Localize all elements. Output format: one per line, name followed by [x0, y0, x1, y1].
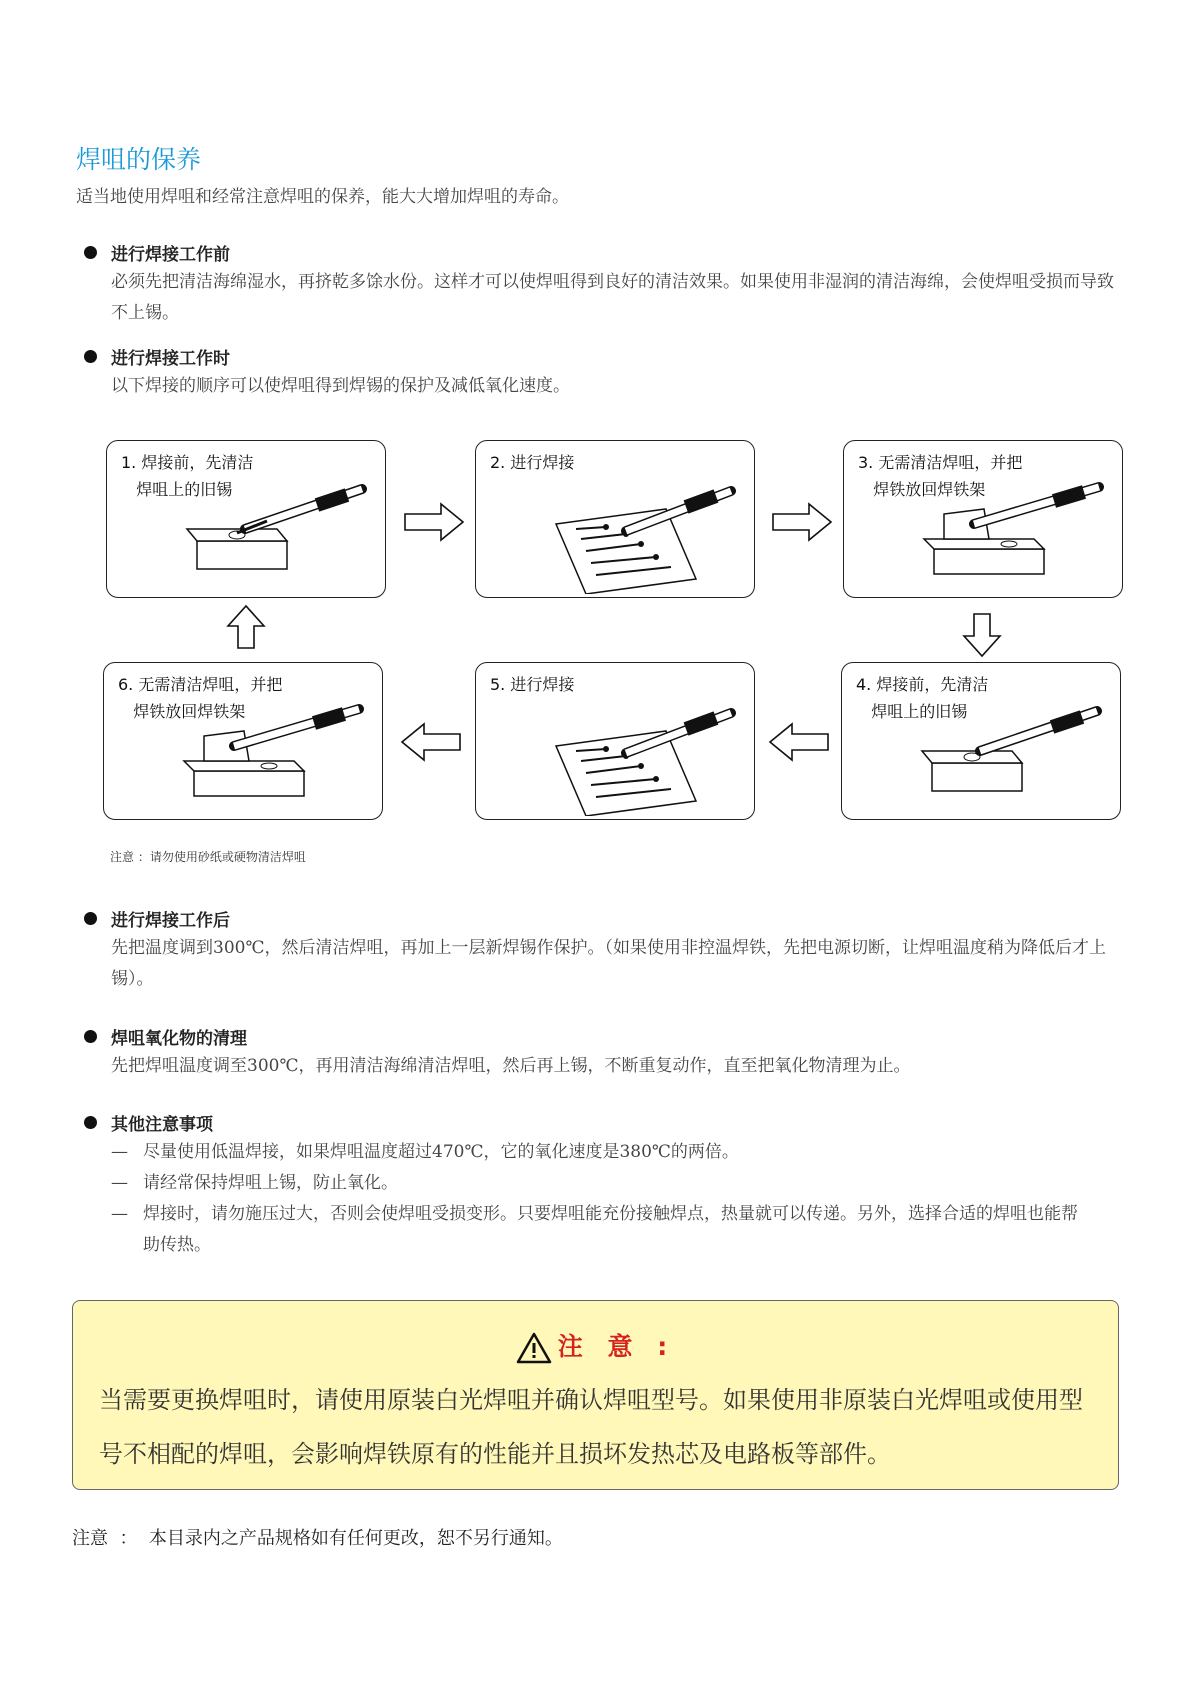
warning-title	[73, 1327, 1118, 1364]
section-body: 必须先把清洁海绵湿水，再挤乾多馀水份。这样才可以使焊咀得到良好的清洁效果。如果使用非湿润的清洁海绵，会使焊咀受损而导致不上锡。	[111, 272, 1114, 323]
warning-body: 当需要更换焊咀时，请使用原装白光焊咀并确认焊咀型号。如果使用非原装白光焊咀或使用型号不相配的焊咀，会影响焊铁原有的性能并且损坏发热芯及电路板等部件。	[99, 1386, 1083, 1468]
step-6	[103, 662, 383, 820]
section-body: 以下焊接的顺序可以使焊咀得到焊锡的保护及减低氧化速度。	[111, 376, 570, 396]
list-item-text: 尽量使用低温焊接，如果焊咀温度超过470℃，它的氧化速度是380℃的两倍。	[143, 1142, 739, 1162]
bullet-icon	[84, 1116, 97, 1129]
step-label: 1. 焊接前，先清洁 焊咀上的旧锡	[121, 453, 254, 499]
section-before	[84, 240, 1114, 329]
section-heading: 焊咀氧化物的清理	[111, 1029, 247, 1049]
dash-marker: —	[111, 1173, 128, 1193]
page-title: 焊咀的保养	[76, 145, 202, 174]
step-label: 4. 焊接前，先清洁 焊咀上的旧锡	[856, 675, 989, 721]
iron-stand-icon	[174, 691, 374, 816]
list-item-text: 请经常保持焊咀上锡，防止氧化。	[143, 1173, 398, 1193]
step-label: 2. 进行焊接	[490, 453, 575, 472]
step-1	[106, 440, 386, 598]
section-during	[84, 344, 1114, 402]
list-item	[84, 1137, 1104, 1168]
warning-title-text: 注 意 :	[557, 1332, 676, 1361]
list-item	[84, 1199, 1104, 1261]
section-heading: 进行焊接工作前	[111, 245, 230, 265]
intro-text: 适当地使用焊咀和经常注意焊咀的保养，能大大增加焊咀的寿命。	[76, 187, 569, 207]
iron-stand-icon	[914, 469, 1114, 594]
section-heading: 进行焊接工作时	[111, 349, 230, 369]
bullet-icon	[84, 1030, 97, 1043]
section-body: 先把焊咀温度调至300℃，再用清洁海绵清洁焊咀，然后再上锡，不断重复动作，直至把氧化物清理为止。	[111, 1056, 911, 1076]
arrow-right-icon	[403, 502, 465, 542]
step-5	[475, 662, 755, 820]
bullet-icon	[84, 912, 97, 925]
step-3	[843, 440, 1123, 598]
section-body: 先把温度调到300℃，然后清洁焊咀，再加上一层新焊锡作保护。（如果使用非控温焊铁，先把电源切断，让焊咀温度稍为降低后才上锡）。	[111, 938, 1106, 989]
circuit-board-icon	[546, 691, 746, 816]
section-after	[84, 906, 1124, 995]
footer-note: 注意 ： 本目录内之产品规格如有任何更改，恕不另行通知。	[72, 1528, 563, 1549]
bullet-icon	[84, 350, 97, 363]
list-item-text: 焊接时，请勿施压过大，否则会使焊咀受损变形。只要焊咀能充份接触焊点，热量就可以传递。另外，选择合适的焊咀也能帮助传热。	[143, 1204, 1078, 1255]
arrow-left-icon	[768, 722, 830, 762]
section-oxide	[84, 1024, 1124, 1082]
cleaning-sponge-icon	[177, 469, 377, 594]
diagram-note: 注意 ：请勿使用砂纸或硬物清洁焊咀	[110, 850, 306, 864]
section-heading: 其他注意事项	[111, 1115, 213, 1135]
section-other	[84, 1110, 1104, 1261]
step-2	[475, 440, 755, 598]
cleaning-sponge-icon	[912, 691, 1112, 816]
step-4	[841, 662, 1121, 820]
dash-marker: —	[111, 1142, 128, 1162]
list-item	[84, 1168, 1104, 1199]
step-label: 6. 无需清洁焊咀，并把 焊铁放回焊铁架	[118, 675, 283, 721]
dash-marker: —	[111, 1204, 128, 1224]
arrow-left-icon	[400, 722, 462, 762]
step-label: 5. 进行焊接	[490, 675, 575, 694]
circuit-board-icon	[546, 469, 746, 594]
arrow-up-icon	[226, 604, 266, 650]
step-label: 3. 无需清洁焊咀，并把 焊铁放回焊铁架	[858, 453, 1023, 499]
arrow-down-icon	[962, 612, 1002, 658]
warning-box	[72, 1300, 1119, 1490]
section-heading: 进行焊接工作后	[111, 911, 230, 931]
arrow-right-icon	[771, 502, 833, 542]
bullet-icon	[84, 246, 97, 259]
warning-icon	[516, 1332, 552, 1364]
